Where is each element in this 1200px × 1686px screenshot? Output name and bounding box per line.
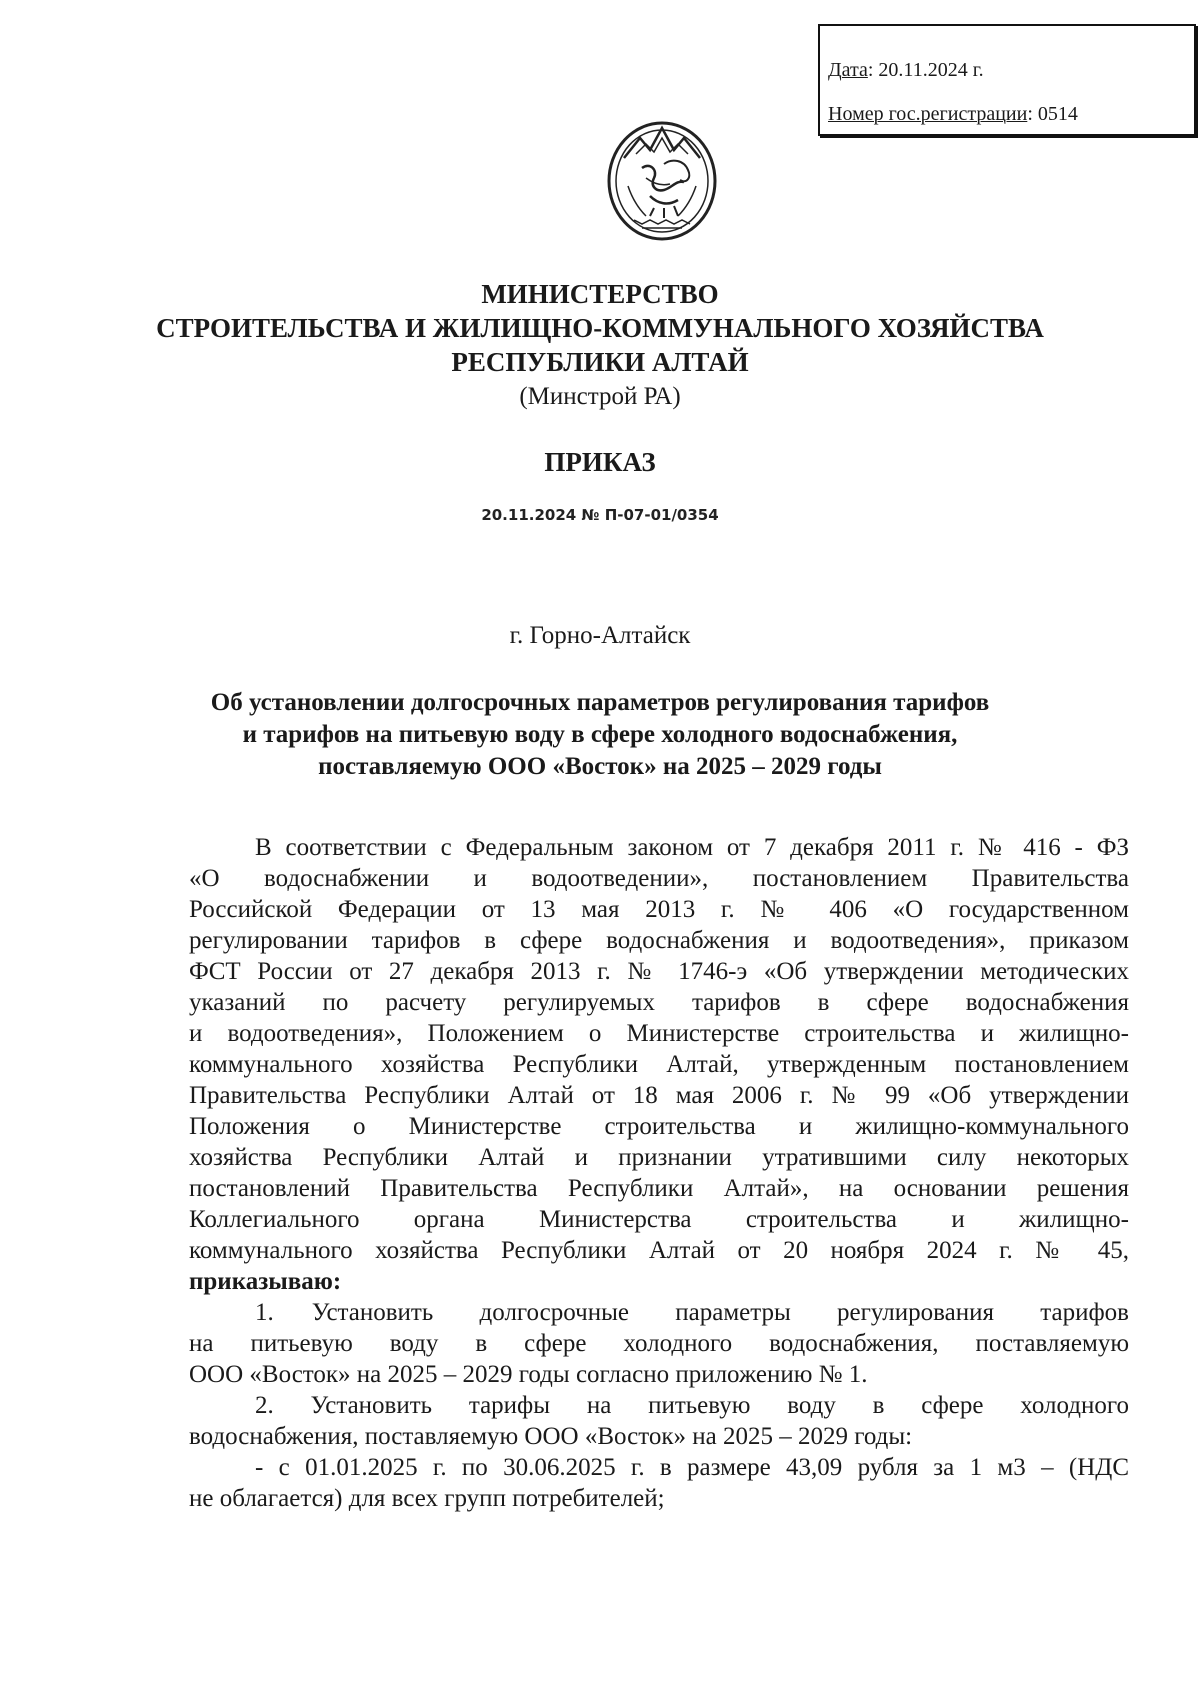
registration-date — [828, 60, 984, 80]
preamble-line: хозяйства Республики Алтай и признании утратившими силу некоторых — [189, 1144, 1129, 1171]
registration-date-label: Дата — [828, 59, 868, 81]
coat-of-arms-icon — [606, 120, 718, 242]
order-city: г. Горно-Алтайск — [509, 622, 691, 649]
registration-number — [828, 104, 1078, 124]
registration-number-value: : 0514 — [1027, 103, 1078, 125]
preamble-line: и водоотведения», Положением о Министерстве строительства и жилищно- — [189, 1020, 1129, 1047]
registration-date-value: : 20.11.2024 г. — [867, 59, 984, 81]
preamble — [189, 832, 1129, 1514]
item1-number: 1. — [255, 1299, 274, 1326]
item2-line2: водоснабжения, поставляемую ООО «Восток» на 2025 – 2029 годы: — [189, 1423, 913, 1450]
order-subject — [100, 687, 1100, 783]
preamble-line: указаний по расчету регулируемых тарифов в сфере водоснабжения — [189, 989, 1129, 1016]
ministry-abbreviation: (Минстрой РА) — [519, 383, 681, 410]
preamble-line: Российской Федерации от 13 мая 2013 г. № 406 «О государственном — [189, 896, 1129, 923]
preamble-line: коммунального хозяйства Республики Алтай, утвержденным постановлением — [189, 1051, 1129, 1078]
ministry-title-line2: СТРОИТЕЛЬСТВА И ЖИЛИЩНО-КОММУНАЛЬНОГО ХОЗЯЙСТВА — [156, 313, 1044, 343]
ministry-title-line3: РЕСПУБЛИКИ АЛТАЙ — [451, 347, 749, 377]
registration-number-label: Номер гос.регистрации — [828, 103, 1028, 125]
directive: приказываю: — [189, 1268, 342, 1295]
preamble-line: ФСТ России от 27 декабря 2013 г. № 1746-э «Об утверждении методических — [189, 958, 1129, 985]
preamble-line: постановлений Правительства Республики Алтай», на основании решения — [189, 1175, 1129, 1202]
tariff-line1: - с 01.01.2025 г. по 30.06.2025 г. в размере 43,09 рубля за 1 м3 – (НДС — [255, 1454, 1129, 1481]
item1-line2: на питьевую воду в сфере холодного водоснабжения, поставляемую — [189, 1330, 1129, 1357]
item1-line3: ООО «Восток» на 2025 – 2029 годы согласно приложению № 1. — [189, 1361, 868, 1388]
item1-text: Установить долгосрочные параметры регулирования тарифов — [311, 1299, 1129, 1326]
preamble-line: В соответствии с Федеральным законом от 7 декабря 2011 г. № 416 - ФЗ — [255, 834, 1129, 861]
subject-line: поставляемую ООО «Восток» на 2025 – 2029 годы — [318, 753, 882, 780]
item2-line1: 2. Установить тарифы на питьевую воду в сфере холодного — [255, 1392, 1129, 1419]
subject-line: и тарифов на питьевую воду в сфере холодного водоснабжения, — [242, 721, 958, 748]
preamble-line: Правительства Республики Алтай от 18 мая 2006 г. № 99 «Об утверждении — [189, 1082, 1129, 1109]
order-number: 20.11.2024 № П-07-01/0354 — [481, 506, 719, 524]
item1-line1 — [189, 1297, 1129, 1328]
preamble-line: «О водоснабжении и водоотведении», постановлением Правительства — [189, 865, 1129, 892]
preamble-line: Положения о Министерстве строительства и жилищно-коммунального — [189, 1113, 1129, 1140]
ministry-title-line1: МИНИСТЕРСТВО — [481, 279, 719, 309]
subject-line: Об установлении долгосрочных параметров регулирования тарифов — [210, 689, 990, 716]
preamble-line: Коллегиального органа Министерства строительства и жилищно- — [189, 1206, 1129, 1233]
tariff-line2: не облагается) для всех групп потребителей; — [189, 1485, 665, 1512]
registration-box — [818, 24, 1196, 136]
order-title: ПРИКАЗ — [544, 447, 656, 477]
preamble-line: коммунального хозяйства Республики Алтай от 20 ноября 2024 г. № 45, — [189, 1237, 1129, 1264]
preamble-line: регулировании тарифов в сфере водоснабжения и водоотведения», приказом — [189, 927, 1129, 954]
